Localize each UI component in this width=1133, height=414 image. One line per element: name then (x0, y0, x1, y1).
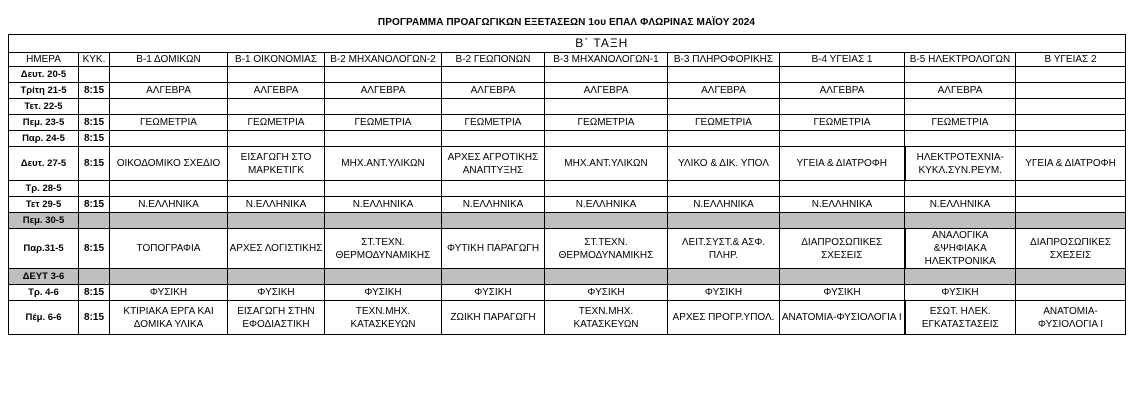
subject-cell: ΦΥΣΙΚΗ (545, 285, 668, 301)
subject-cell (668, 99, 780, 115)
subject-cell: ΑΝΑΤΟΜΙΑ-ΦΥΣΙΟΛΟΓΙΑ Ι (780, 301, 905, 335)
subject-cell: ΤΕΧΝ.ΜΗΧ. ΚΑΤΑΣΚΕΥΩΝ (545, 301, 668, 335)
subject-cell (780, 67, 905, 83)
exam-schedule-table (8, 34, 1126, 335)
subject-cell (442, 67, 545, 83)
subject-cell (442, 213, 545, 229)
time-cell: 8:15 (79, 83, 110, 99)
subject-cell (110, 181, 228, 197)
subject-cell: Ν.ΕΛΛΗΝΙΚΑ (905, 197, 1016, 213)
header-day: ΗΜΕΡΑ (9, 53, 79, 67)
subject-cell: ΓΕΩΜΕΤΡΙΑ (905, 115, 1016, 131)
subject-cell: ΕΣΩΤ. ΗΛΕΚ. ΕΓΚΑΤΑΣΤΑΣΕΙΣ (905, 301, 1016, 335)
subject-cell: ΑΝΑΛΟΓΙΚΑ &ΨΗΦΙΑΚΑ ΗΛΕΚΤΡΟΝΙΚΑ (905, 229, 1016, 269)
subject-cell (1016, 269, 1126, 285)
day-cell: ΔΕΥΤ 3-6 (9, 269, 79, 285)
class-label: Β΄ ΤΑΞΗ (79, 35, 1126, 53)
subject-cell (545, 131, 668, 147)
subject-cell: Ν.ΕΛΛΗΝΙΚΑ (442, 197, 545, 213)
subject-cell: ΑΡΧΕΣ ΠΡΟΓΡ.ΥΠΟΛ. (668, 301, 780, 335)
day-cell: Τρ. 28-5 (9, 181, 79, 197)
subject-cell: ΣΤ.ΤΕΧΝ. ΘΕΡΜΟΔΥΝΑΜΙΚΗΣ (325, 229, 442, 269)
subject-cell: ΦΥΣΙΚΗ (668, 285, 780, 301)
schedule-row (9, 83, 1126, 99)
subject-cell (110, 99, 228, 115)
header-row (9, 53, 1126, 67)
subject-cell (668, 213, 780, 229)
subject-cell (1016, 285, 1126, 301)
subject-cell (780, 213, 905, 229)
subject-cell: ΦΥΤΙΚΗ ΠΑΡΑΓΩΓΗ (442, 229, 545, 269)
subject-cell (905, 99, 1016, 115)
subject-cell (1016, 197, 1126, 213)
subject-cell: ΦΥΣΙΚΗ (442, 285, 545, 301)
day-cell: Πεμ. 30-5 (9, 213, 79, 229)
subject-cell (110, 213, 228, 229)
subject-cell: ΦΥΣΙΚΗ (228, 285, 325, 301)
time-cell: 8:15 (79, 115, 110, 131)
subject-cell: ΛΕΙΤ.ΣΥΣΤ.& ΑΣΦ. ΠΛΗΡ. (668, 229, 780, 269)
schedule-row (9, 229, 1126, 269)
day-cell: Πεμ. 23-5 (9, 115, 79, 131)
subject-cell: ΜΗΧ.ΑΝΤ.ΥΛΙΚΩΝ (545, 147, 668, 181)
header-class-6: Β-3 ΠΛΗΡΟΦΟΡΙΚΗΣ (668, 53, 780, 67)
subject-cell: Ν.ΕΛΛΗΝΙΚΑ (110, 197, 228, 213)
subject-cell (1016, 115, 1126, 131)
subject-cell (780, 131, 905, 147)
subject-cell: ΑΛΓΕΒΡΑ (110, 83, 228, 99)
subject-cell (1016, 131, 1126, 147)
subject-cell (228, 99, 325, 115)
day-cell: Τετ. 22-5 (9, 99, 79, 115)
time-cell: 8:15 (79, 131, 110, 147)
subject-cell: ΦΥΣΙΚΗ (325, 285, 442, 301)
header-class-1: Β-1 ΔΟΜΙΚΩΝ (110, 53, 228, 67)
subject-cell (228, 213, 325, 229)
subject-cell (228, 67, 325, 83)
subject-cell (442, 99, 545, 115)
subject-cell: Ν.ΕΛΛΗΝΙΚΑ (780, 197, 905, 213)
subject-cell: ΓΕΩΜΕΤΡΙΑ (228, 115, 325, 131)
schedule-row (9, 269, 1126, 285)
class-label-empty-cell (9, 35, 79, 53)
subject-cell: ΓΕΩΜΕΤΡΙΑ (780, 115, 905, 131)
subject-cell: ΚΤΙΡΙΑΚΑ ΕΡΓΑ ΚΑΙ ΔΟΜΙΚΑ ΥΛΙΚΑ (110, 301, 228, 335)
subject-cell: ΑΛΓΕΒΡΑ (905, 83, 1016, 99)
subject-cell: ΥΓΕΙΑ & ΔΙΑΤΡΟΦΗ (780, 147, 905, 181)
schedule-row (9, 147, 1126, 181)
time-cell (79, 269, 110, 285)
subject-cell (442, 269, 545, 285)
subject-cell: Ν.ΕΛΛΗΝΙΚΑ (325, 197, 442, 213)
day-cell: Παρ.31-5 (9, 229, 79, 269)
subject-cell (545, 181, 668, 197)
subject-cell: ΑΛΓΕΒΡΑ (780, 83, 905, 99)
subject-cell: ΓΕΩΜΕΤΡΙΑ (110, 115, 228, 131)
subject-cell (325, 131, 442, 147)
subject-cell: Ν.ΕΛΛΗΝΙΚΑ (228, 197, 325, 213)
subject-cell (905, 67, 1016, 83)
schedule-row (9, 213, 1126, 229)
day-cell: Πέμ. 6-6 (9, 301, 79, 335)
day-cell: Δευτ. 20-5 (9, 67, 79, 83)
time-cell (79, 181, 110, 197)
time-cell: 8:15 (79, 301, 110, 335)
subject-cell: ΗΛΕΚΤΡΟΤΕΧΝΙΑ-ΚΥΚΛ.ΣΥΝ.ΡΕΥΜ. (905, 147, 1016, 181)
document-title: ΠΡΟΓΡΑΜΜΑ ΠΡΟΑΓΩΓΙΚΩΝ ΕΞΕΤΑΣΕΩΝ 1ου ΕΠΑΛ ΦΛΩΡΙΝΑΣ ΜΑΪΟΥ 2024 (377, 17, 756, 28)
subject-cell: ΑΡΧΕΣ ΛΟΓΙΣΤΙΚΗΣ (228, 229, 325, 269)
subject-cell (1016, 99, 1126, 115)
header-class-2: Β-1 ΟΙΚΟΝΟΜΙΑΣ (228, 53, 325, 67)
schedule-row (9, 67, 1126, 83)
time-cell: 8:15 (79, 197, 110, 213)
header-class-8: Β-5 ΗΛΕΚΤΡΟΛΟΓΩΝ (905, 53, 1016, 67)
subject-cell: ΔΙΑΠΡΟΣΩΠΙΚΕΣ ΣΧΕΣΕΙΣ (780, 229, 905, 269)
subject-cell (442, 181, 545, 197)
subject-cell: ΜΗΧ.ΑΝΤ.ΥΛΙΚΩΝ (325, 147, 442, 181)
subject-cell: ΦΥΣΙΚΗ (780, 285, 905, 301)
subject-cell (325, 181, 442, 197)
subject-cell: ΕΙΣΑΓΩΓΗ ΣΤΗΝ ΕΦΟΔΙΑΣΤΙΚΗ (228, 301, 325, 335)
day-cell: Δευτ. 27-5 (9, 147, 79, 181)
schedule-row (9, 99, 1126, 115)
subject-cell (780, 181, 905, 197)
subject-cell: Ν.ΕΛΛΗΝΙΚΑ (668, 197, 780, 213)
subject-cell (668, 131, 780, 147)
subject-cell (780, 99, 905, 115)
subject-cell: ΕΙΣΑΓΩΓΗ ΣΤΟ ΜΑΡΚΕΤΙΓΚ (228, 147, 325, 181)
subject-cell: ΖΩΙΚΗ ΠΑΡΑΓΩΓΗ (442, 301, 545, 335)
time-cell: 8:15 (79, 147, 110, 181)
time-cell: 8:15 (79, 229, 110, 269)
schedule-row (9, 131, 1126, 147)
subject-cell (1016, 213, 1126, 229)
subject-cell (1016, 181, 1126, 197)
class-label-row (9, 35, 1126, 53)
schedule-row (9, 197, 1126, 213)
header-class-4: Β-2 ΓΕΩΠΟΝΩΝ (442, 53, 545, 67)
time-cell (79, 213, 110, 229)
time-cell (79, 67, 110, 83)
subject-cell: ΓΕΩΜΕΤΡΙΑ (668, 115, 780, 131)
subject-cell (325, 99, 442, 115)
subject-cell (668, 181, 780, 197)
subject-cell (228, 269, 325, 285)
subject-cell (545, 213, 668, 229)
subject-cell (325, 213, 442, 229)
header-class-9: Β ΥΓΕΙΑΣ 2 (1016, 53, 1126, 67)
subject-cell (905, 181, 1016, 197)
subject-cell: ΑΛΓΕΒΡΑ (228, 83, 325, 99)
subject-cell (325, 67, 442, 83)
time-cell (79, 99, 110, 115)
subject-cell (110, 67, 228, 83)
subject-cell (905, 269, 1016, 285)
subject-cell (545, 99, 668, 115)
subject-cell (1016, 67, 1126, 83)
subject-cell: ΥΛΙΚΟ & ΔΙΚ. ΥΠΟΛ (668, 147, 780, 181)
subject-cell: ΓΕΩΜΕΤΡΙΑ (442, 115, 545, 131)
subject-cell (545, 269, 668, 285)
subject-cell (905, 131, 1016, 147)
subject-cell: ΣΤ.ΤΕΧΝ. ΘΕΡΜΟΔΥΝΑΜΙΚΗΣ (545, 229, 668, 269)
subject-cell: ΦΥΣΙΚΗ (110, 285, 228, 301)
time-cell: 8:15 (79, 285, 110, 301)
subject-cell (668, 269, 780, 285)
subject-cell: ΑΛΓΕΒΡΑ (442, 83, 545, 99)
subject-cell: ΑΝΑΤΟΜΙΑ-ΦΥΣΙΟΛΟΓΙΑ Ι (1016, 301, 1126, 335)
schedule-row (9, 285, 1126, 301)
subject-cell: ΓΕΩΜΕΤΡΙΑ (325, 115, 442, 131)
day-cell: Παρ. 24-5 (9, 131, 79, 147)
subject-cell: ΑΛΓΕΒΡΑ (545, 83, 668, 99)
subject-cell: ΑΛΓΕΒΡΑ (668, 83, 780, 99)
subject-cell: ΦΥΣΙΚΗ (905, 285, 1016, 301)
subject-cell: ΤΟΠΟΓΡΑΦΙΑ (110, 229, 228, 269)
subject-cell: ΥΓΕΙΑ & ΔΙΑΤΡΟΦΗ (1016, 147, 1126, 181)
subject-cell (228, 131, 325, 147)
subject-cell: ΑΡΧΕΣ ΑΓΡΟΤΙΚΗΣ ΑΝΑΠΤΥΞΗΣ (442, 147, 545, 181)
header-time: ΚΥΚ. (79, 53, 110, 67)
day-cell: Τρίτη 21-5 (9, 83, 79, 99)
subject-cell (780, 269, 905, 285)
subject-cell (668, 67, 780, 83)
schedule-row (9, 181, 1126, 197)
subject-cell: ΔΙΑΠΡΟΣΩΠΙΚΕΣ ΣΧΕΣΕΙΣ (1016, 229, 1126, 269)
subject-cell (545, 67, 668, 83)
schedule-row (9, 115, 1126, 131)
subject-cell (110, 269, 228, 285)
subject-cell: ΤΕΧΝ.ΜΗΧ. ΚΑΤΑΣΚΕΥΩΝ (325, 301, 442, 335)
day-cell: Τετ 29-5 (9, 197, 79, 213)
subject-cell (1016, 83, 1126, 99)
subject-cell (228, 181, 325, 197)
header-class-3: Β-2 ΜΗΧΑΝΟΛΟΓΩΝ-2 (325, 53, 442, 67)
schedule-row (9, 301, 1126, 335)
subject-cell (325, 269, 442, 285)
subject-cell: Ν.ΕΛΛΗΝΙΚΑ (545, 197, 668, 213)
subject-cell (442, 131, 545, 147)
subject-cell (905, 213, 1016, 229)
header-class-7: Β-4 ΥΓΕΙΑΣ 1 (780, 53, 905, 67)
subject-cell: ΓΕΩΜΕΤΡΙΑ (545, 115, 668, 131)
subject-cell: ΟΙΚΟΔΟΜΙΚΟ ΣΧΕΔΙΟ (110, 147, 228, 181)
subject-cell: ΑΛΓΕΒΡΑ (325, 83, 442, 99)
day-cell: Τρ. 4-6 (9, 285, 79, 301)
header-class-5: Β-3 ΜΗΧΑΝΟΛΟΓΩΝ-1 (545, 53, 668, 67)
subject-cell (110, 131, 228, 147)
